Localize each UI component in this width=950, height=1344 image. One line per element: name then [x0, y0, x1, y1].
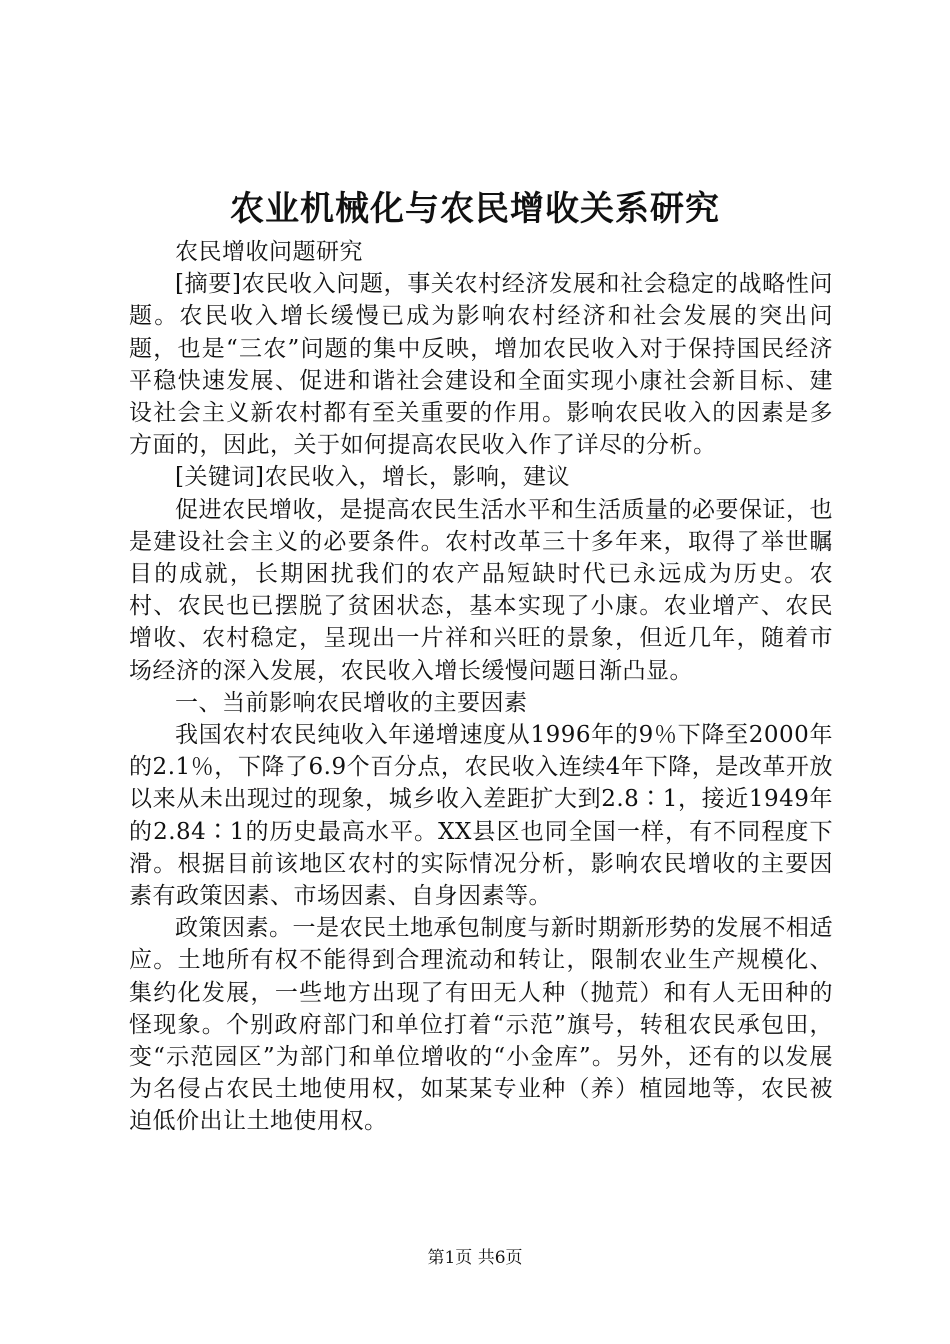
policy-paragraph: 政策因素。一是农民土地承包制度与新时期新形势的发展不相适应。土地所有权不能得到合理流动和转让，限制农业生产规模化、集约化发展，一些地方出现了有田无人种（抛荒）和有人无田种的怪现象。个别政府部门和单位打着“示范”旗号，转租农民承包田，变“示范园区”为部门和单位增收的“小金库”。另外，还有的以发展为名侵占农民土地使用权，如某某专业种（养）植园地等，农民被迫低价出让土地使用权。	[129, 915, 833, 1135]
subtitle-paragraph: 农民增收问题研究	[175, 239, 363, 265]
abstract-paragraph: [摘要]农民收入问题，事关农村经济发展和社会稳定的战略性问题。农民收入增长缓慢已成为影响农村经济和社会发展的突出问题，也是“三农”问题的集中反映，增加农民收入对于保持国民经济平稳快速发展、促进和谐社会建设和全面实现小康社会新目标、建设社会主义新农村都有至关重要的作用。影响农民收入的因素是多方面的，因此，关于如何提高农民收入作了详尽的分析。	[129, 271, 833, 459]
document-body	[129, 236, 833, 1138]
document-title: 农业机械化与农民增收关系研究	[230, 189, 720, 229]
keywords-paragraph: [关键词]农民收入，增长，影响，建议	[175, 464, 570, 491]
intro-paragraph: 促进农民增收，是提高农民生活水平和生活质量的必要保证，也是建设社会主义的必要条件。农村改革三十多年来，取得了举世瞩目的成就，长期困扰我们的农产品短缺时代已永远成为历史。农村、农民也已摆脱了贫困状态，基本实现了小康。农业增产、农民增收、农村稳定，呈现出一片祥和兴旺的景象，但近几年，随着市场经济的深入发展，农民收入增长缓慢问题日渐凸显。	[129, 496, 833, 684]
statistics-paragraph: 我国农村农民纯收入年递增速度从1996年的9％下降至2000年的2.1％，下降了6.9个百分点，农民收入连续4年下降，是改革开放以来从未出现过的现象，城乡收入差距扩大到2.8∶1，接近1949年的2.84∶1的历史最高水平。XX县区也同全国一样，有不同程度下滑。根据目前该地区农村的实际情况分析，影响农民增收的主要因素有政策因素、市场因素、自身因素等。	[129, 722, 833, 910]
section-heading: 一、当前影响农民增收的主要因素	[175, 689, 528, 716]
page-footer: 第1页 共6页	[427, 1248, 523, 1268]
